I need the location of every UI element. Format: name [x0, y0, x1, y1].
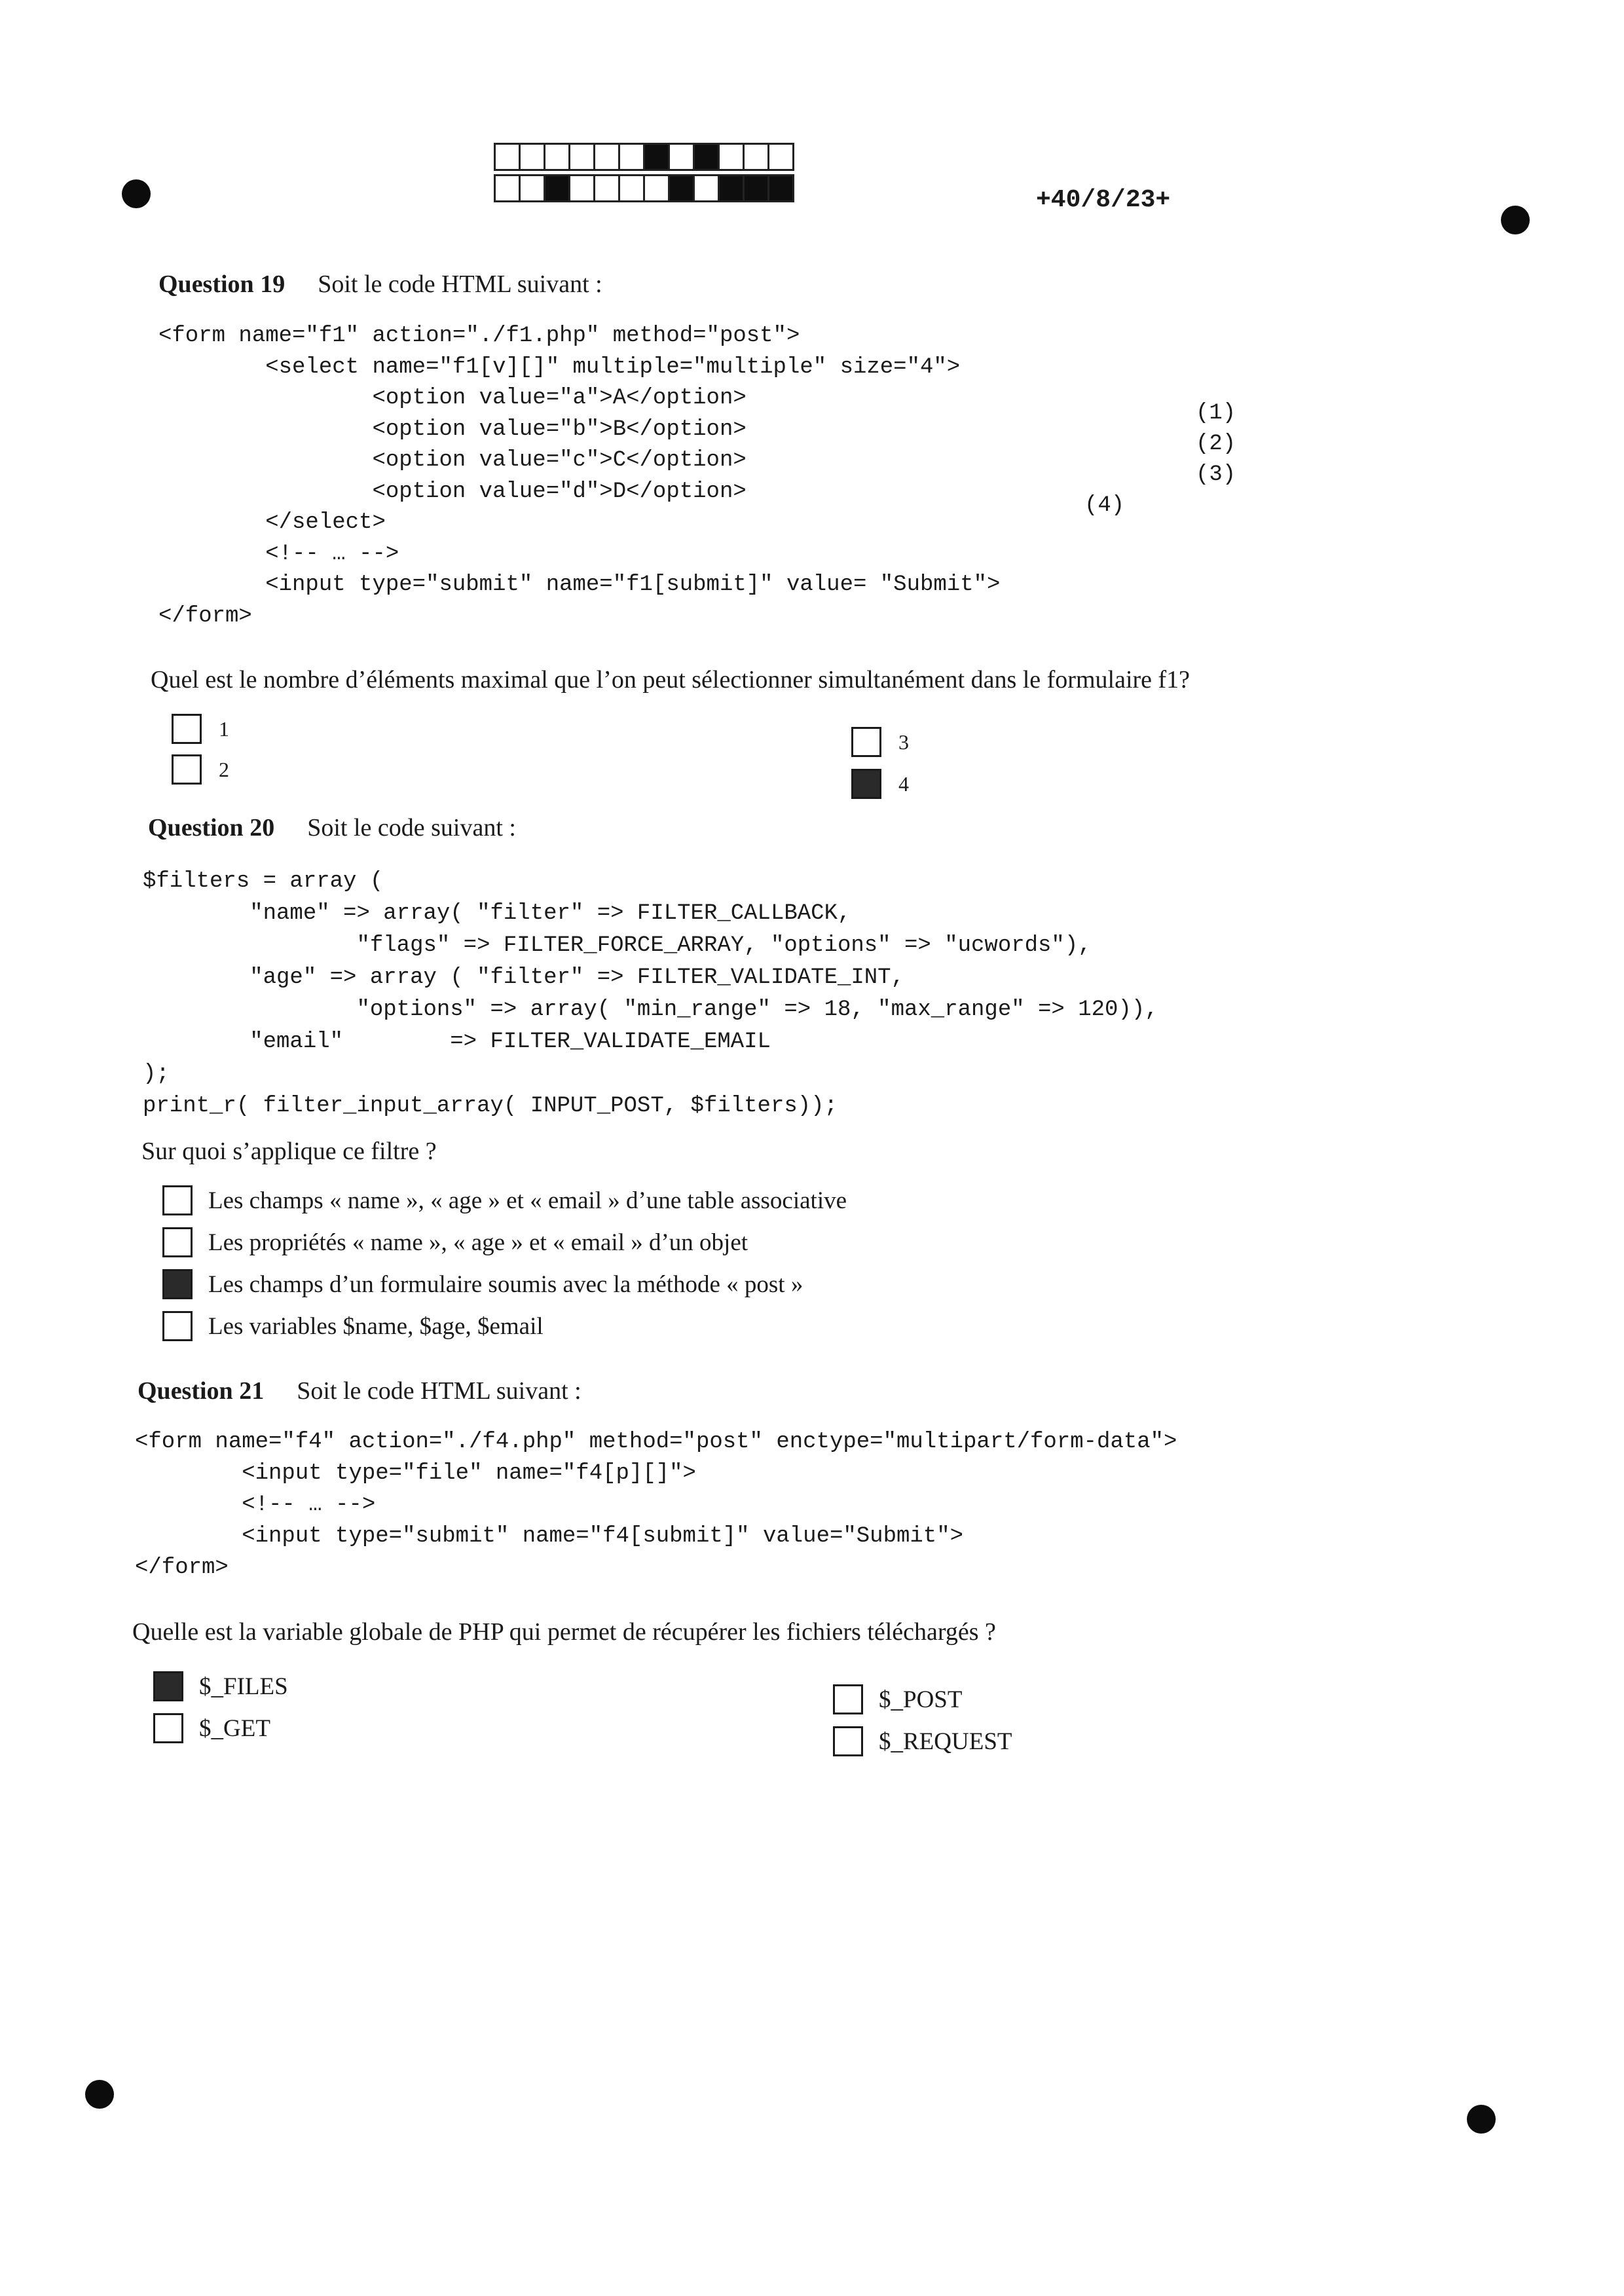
answer-option[interactable] [162, 1311, 544, 1341]
barcode-cell [521, 176, 545, 200]
answer-label: $_POST [879, 1686, 963, 1713]
question-text: Quelle est la variable globale de PHP qui permet de récupérer les fichiers téléchargés ? [132, 1618, 996, 1646]
answer-option[interactable] [162, 1185, 847, 1215]
barcode-cell [769, 145, 792, 169]
answer-option[interactable] [153, 1713, 270, 1743]
answer-label: 3 [898, 730, 909, 754]
code-line: </form> [158, 603, 252, 629]
checkbox[interactable] [153, 1671, 183, 1701]
question-text: Sur quoi s’applique ce filtre ? [141, 1138, 437, 1165]
checkbox[interactable] [851, 769, 881, 799]
checkbox[interactable] [851, 727, 881, 757]
code-line: "age" => array ( "filter" => FILTER_VALIDATE_INT, [143, 965, 904, 990]
code-line: </form> [135, 1555, 229, 1580]
code-line: <form name="f4" action="./f4.php" method="post" enctype="multipart/form-data"> [135, 1430, 1177, 1454]
answer-label: Les champs « name », « age » et « email » d’une table associative [208, 1187, 847, 1214]
code-line: "options" => array( "min_range" => 18, "max_range" => 120)), [143, 997, 1158, 1022]
option-marker-1: (1) [1196, 401, 1236, 426]
answer-label: 1 [219, 716, 229, 741]
checkbox[interactable] [172, 754, 202, 785]
barcode-row-2 [494, 174, 794, 202]
barcode-cell [620, 145, 645, 169]
checkbox[interactable] [172, 714, 202, 744]
question-20-header [148, 813, 516, 842]
barcode-cell [545, 176, 570, 200]
answer-label: 4 [898, 771, 909, 796]
code-block [135, 1426, 1177, 1583]
barcode-cell [745, 145, 769, 169]
answer-option[interactable] [153, 1671, 288, 1701]
answer-option[interactable] [172, 754, 229, 785]
code-line: $filters = array ( [143, 869, 384, 894]
option-marker-3: (3) [1196, 462, 1236, 487]
code-line: <option value="b">B</option> [158, 417, 747, 442]
answer-option[interactable] [172, 714, 229, 744]
barcode-cell [645, 176, 670, 200]
answer-label: Les propriétés « name », « age » et « email » d’un objet [208, 1229, 748, 1256]
barcode-row-1 [494, 143, 794, 171]
answer-option[interactable] [162, 1227, 748, 1257]
code-line: <select name="f1[v][]" multiple="multiple" size="4"> [158, 354, 961, 380]
question-intro: Soit le code suivant : [307, 814, 516, 842]
registration-mark-bottom-right [1467, 2105, 1496, 2134]
registration-mark-top-left [122, 179, 151, 208]
barcode-cell [545, 145, 570, 169]
barcode-cell [496, 145, 521, 169]
barcode-cell [720, 176, 745, 200]
answer-label: Les champs d’un formulaire soumis avec la méthode « post » [208, 1270, 803, 1298]
question-21-header [138, 1377, 581, 1405]
answer-option[interactable] [851, 727, 909, 757]
code-line: ); [143, 1062, 170, 1086]
code-line: <option value="c">C</option> [158, 448, 747, 473]
question-label: Question 19 [158, 270, 286, 298]
checkbox[interactable] [162, 1269, 193, 1299]
question-intro: Soit le code HTML suivant : [297, 1377, 581, 1405]
answer-option[interactable] [851, 769, 909, 799]
barcode-cell [620, 176, 645, 200]
question-text: Quel est le nombre d’éléments maximal que l’on peut sélectionner simultanément dans le formulaire f1? [151, 666, 1190, 694]
barcode-cell [496, 176, 521, 200]
page-id: +40/8/23+ [1036, 186, 1171, 214]
answer-label: $_GET [199, 1714, 270, 1742]
answer-option[interactable] [162, 1269, 803, 1299]
code-line: "name" => array( "filter" => FILTER_CALLBACK, [143, 901, 851, 926]
question-intro: Soit le code HTML suivant : [318, 270, 602, 298]
code-line: <!-- … --> [135, 1492, 376, 1517]
code-block [143, 866, 1158, 1122]
option-marker-2: (2) [1196, 432, 1236, 456]
checkbox[interactable] [162, 1185, 193, 1215]
checkbox[interactable] [162, 1227, 193, 1257]
answer-label: Les variables $name, $age, $email [208, 1312, 544, 1340]
checkbox[interactable] [162, 1311, 193, 1341]
registration-mark-top-right [1501, 206, 1530, 234]
answer-option[interactable] [833, 1684, 962, 1714]
barcode-cell [695, 145, 720, 169]
code-block [158, 321, 1000, 632]
option-marker-4: (4) [1084, 493, 1125, 518]
checkbox[interactable] [833, 1684, 863, 1714]
barcode-cell [595, 176, 620, 200]
code-line: <input type="submit" name="f4[submit]" value="Submit"> [135, 1524, 964, 1549]
barcode-cell [570, 176, 595, 200]
code-line: <form name="f1" action="./f1.php" method="post"> [158, 324, 800, 348]
code-line: "flags" => FILTER_FORCE_ARRAY, "options" => "ucwords"), [143, 933, 1092, 958]
barcode-cell [595, 145, 620, 169]
answer-label: 2 [219, 757, 229, 781]
code-line: <input type="file" name="f4[p][]"> [135, 1461, 696, 1486]
barcode-cell [745, 176, 769, 200]
answer-label: $_FILES [199, 1673, 288, 1700]
code-line: </select> [158, 510, 386, 535]
code-line: print_r( filter_input_array( INPUT_POST, $filters)); [143, 1094, 838, 1119]
barcode-cell [769, 176, 792, 200]
barcode-cell [670, 145, 695, 169]
code-line: <option value="a">A</option> [158, 386, 747, 411]
code-line: <input type="submit" name="f1[submit]" value= "Submit"> [158, 572, 1001, 597]
code-line: "email" => FILTER_VALIDATE_EMAIL [143, 1029, 771, 1054]
barcode-cell [720, 145, 745, 169]
question-label: Question 21 [138, 1377, 265, 1405]
checkbox[interactable] [153, 1713, 183, 1743]
answer-option[interactable] [833, 1726, 1012, 1756]
barcode-cell [670, 176, 695, 200]
barcode-cell [645, 145, 670, 169]
question-label: Question 20 [148, 814, 275, 842]
barcode-cell [695, 176, 720, 200]
question-19-header [158, 270, 602, 299]
code-line: <!-- … --> [158, 541, 399, 566]
registration-mark-bottom-left [85, 2080, 114, 2109]
barcode-cell [521, 145, 545, 169]
code-line: <option value="d">D</option> [158, 479, 747, 504]
barcode-cell [570, 145, 595, 169]
checkbox[interactable] [833, 1726, 863, 1756]
answer-label: $_REQUEST [879, 1728, 1012, 1755]
